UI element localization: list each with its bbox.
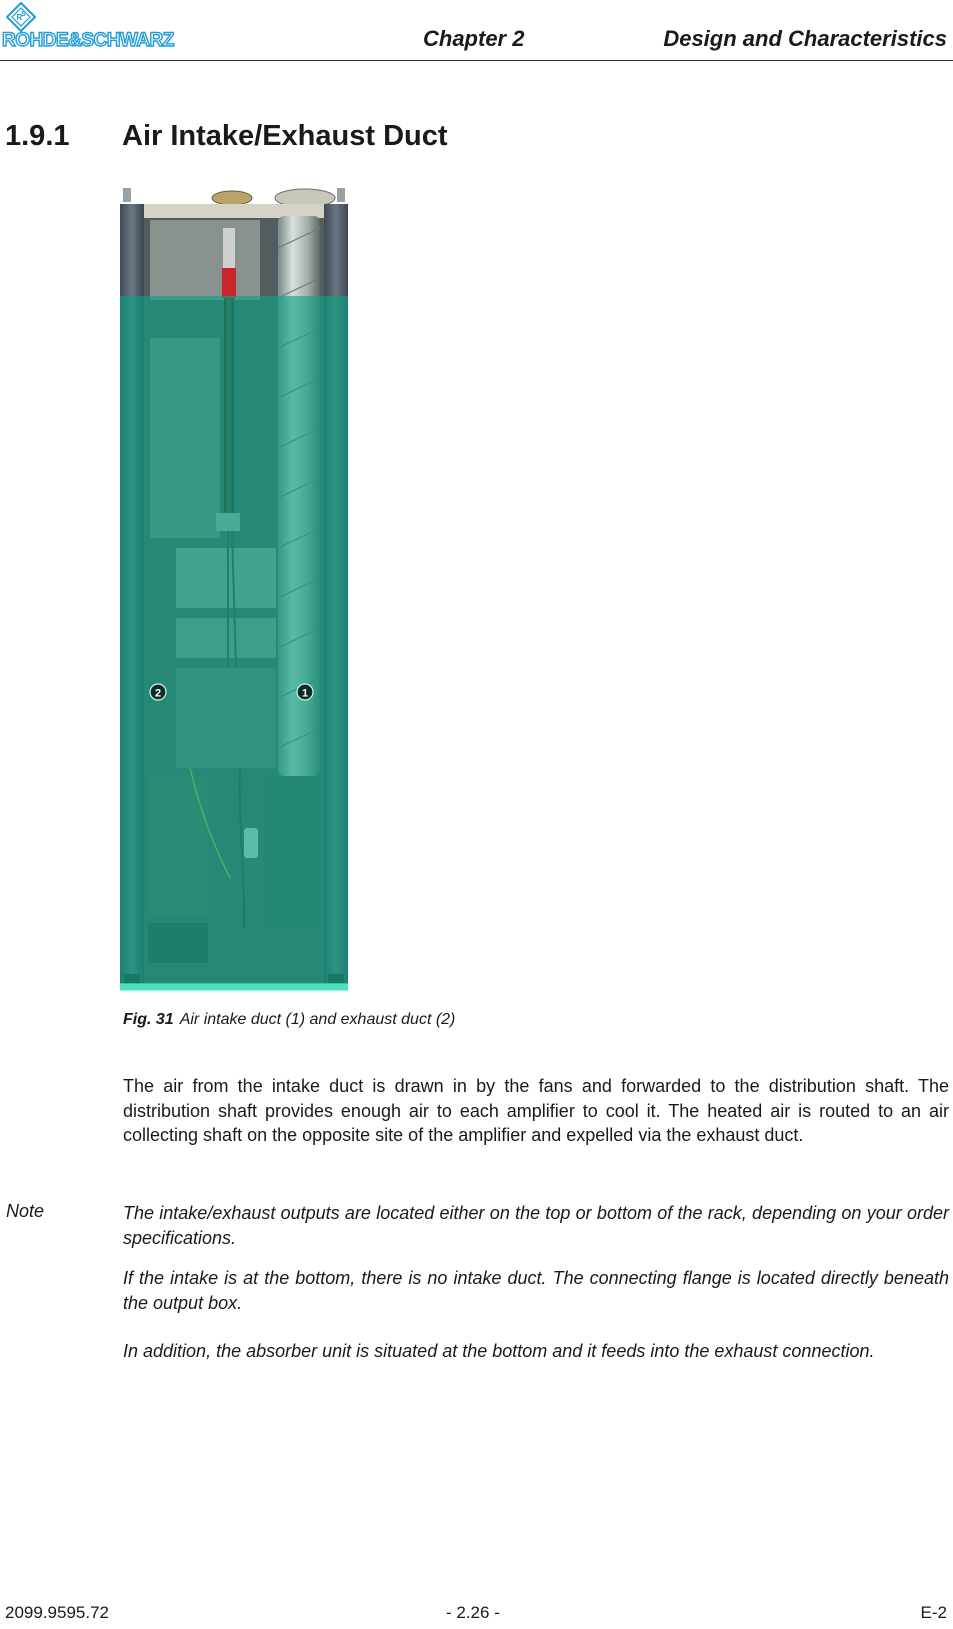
note-paragraph-1: The intake/exhaust outputs are located either on the top or bottom of the rack, depending on your order specifications. [123, 1203, 949, 1248]
highlight-overlay [120, 296, 348, 990]
rs-diamond-icon [6, 2, 46, 32]
chapter-label: Chapter 2 [423, 26, 525, 51]
rack-module [150, 220, 260, 300]
running-section-title: Design and Characteristics [663, 26, 947, 51]
svg-text:S: S [21, 11, 26, 18]
header-divider [0, 60, 953, 61]
section-title-text: Air Intake/Exhaust Duct [122, 120, 448, 152]
rack-photo-figure [120, 188, 364, 995]
svg-text:R: R [16, 13, 23, 22]
page-header [0, 0, 953, 62]
revision-label: E-2 [920, 1603, 947, 1622]
svg-text:1: 1 [301, 687, 309, 700]
figure-number: Fig. 31 [123, 1011, 174, 1028]
rack-top-rail [144, 204, 324, 218]
logo-wordmark: ROHDE&SCHWARZ [2, 30, 174, 51]
rack-top-lug [123, 188, 131, 202]
figure-caption-text: Air intake duct (1) and exhaust duct (2) [179, 1011, 456, 1028]
section-heading [5, 120, 448, 153]
coax-red-sleeve [222, 268, 236, 298]
callout-1 [297, 684, 313, 700]
note-paragraph-2: If the intake is at the bottom, there is no intake duct. The connecting flange is located directly beneath the output box. [123, 1268, 949, 1313]
note-paragraph-3: In addition, the absorber unit is situated at the bottom and it feeds into the exhaust connection. [123, 1341, 875, 1361]
rohde-schwarz-logo [2, 2, 232, 52]
body-paragraph: The air from the intake duct is drawn in by the fans and forwarded to the distribution shaft. The distribution shaft provides enough air to each amplifier to cool it. The heated air is routed to an air collecting shaft on the opposite site of the amplifier and expelled via the exhaust duct. [123, 1076, 949, 1145]
rack-top-lug [337, 188, 345, 202]
svg-text:2: 2 [154, 687, 162, 700]
page-number: - 2.26 - [446, 1603, 500, 1622]
note-label: Note [6, 1201, 45, 1221]
callout-2 [150, 684, 166, 700]
section-number: 1.9.1 [5, 120, 70, 152]
figure-caption [123, 1011, 455, 1029]
document-number: 2099.9595.72 [5, 1603, 109, 1622]
exhaust-flange [212, 191, 252, 205]
overlay-base-strip [120, 983, 348, 991]
rack-illustration [120, 188, 364, 995]
